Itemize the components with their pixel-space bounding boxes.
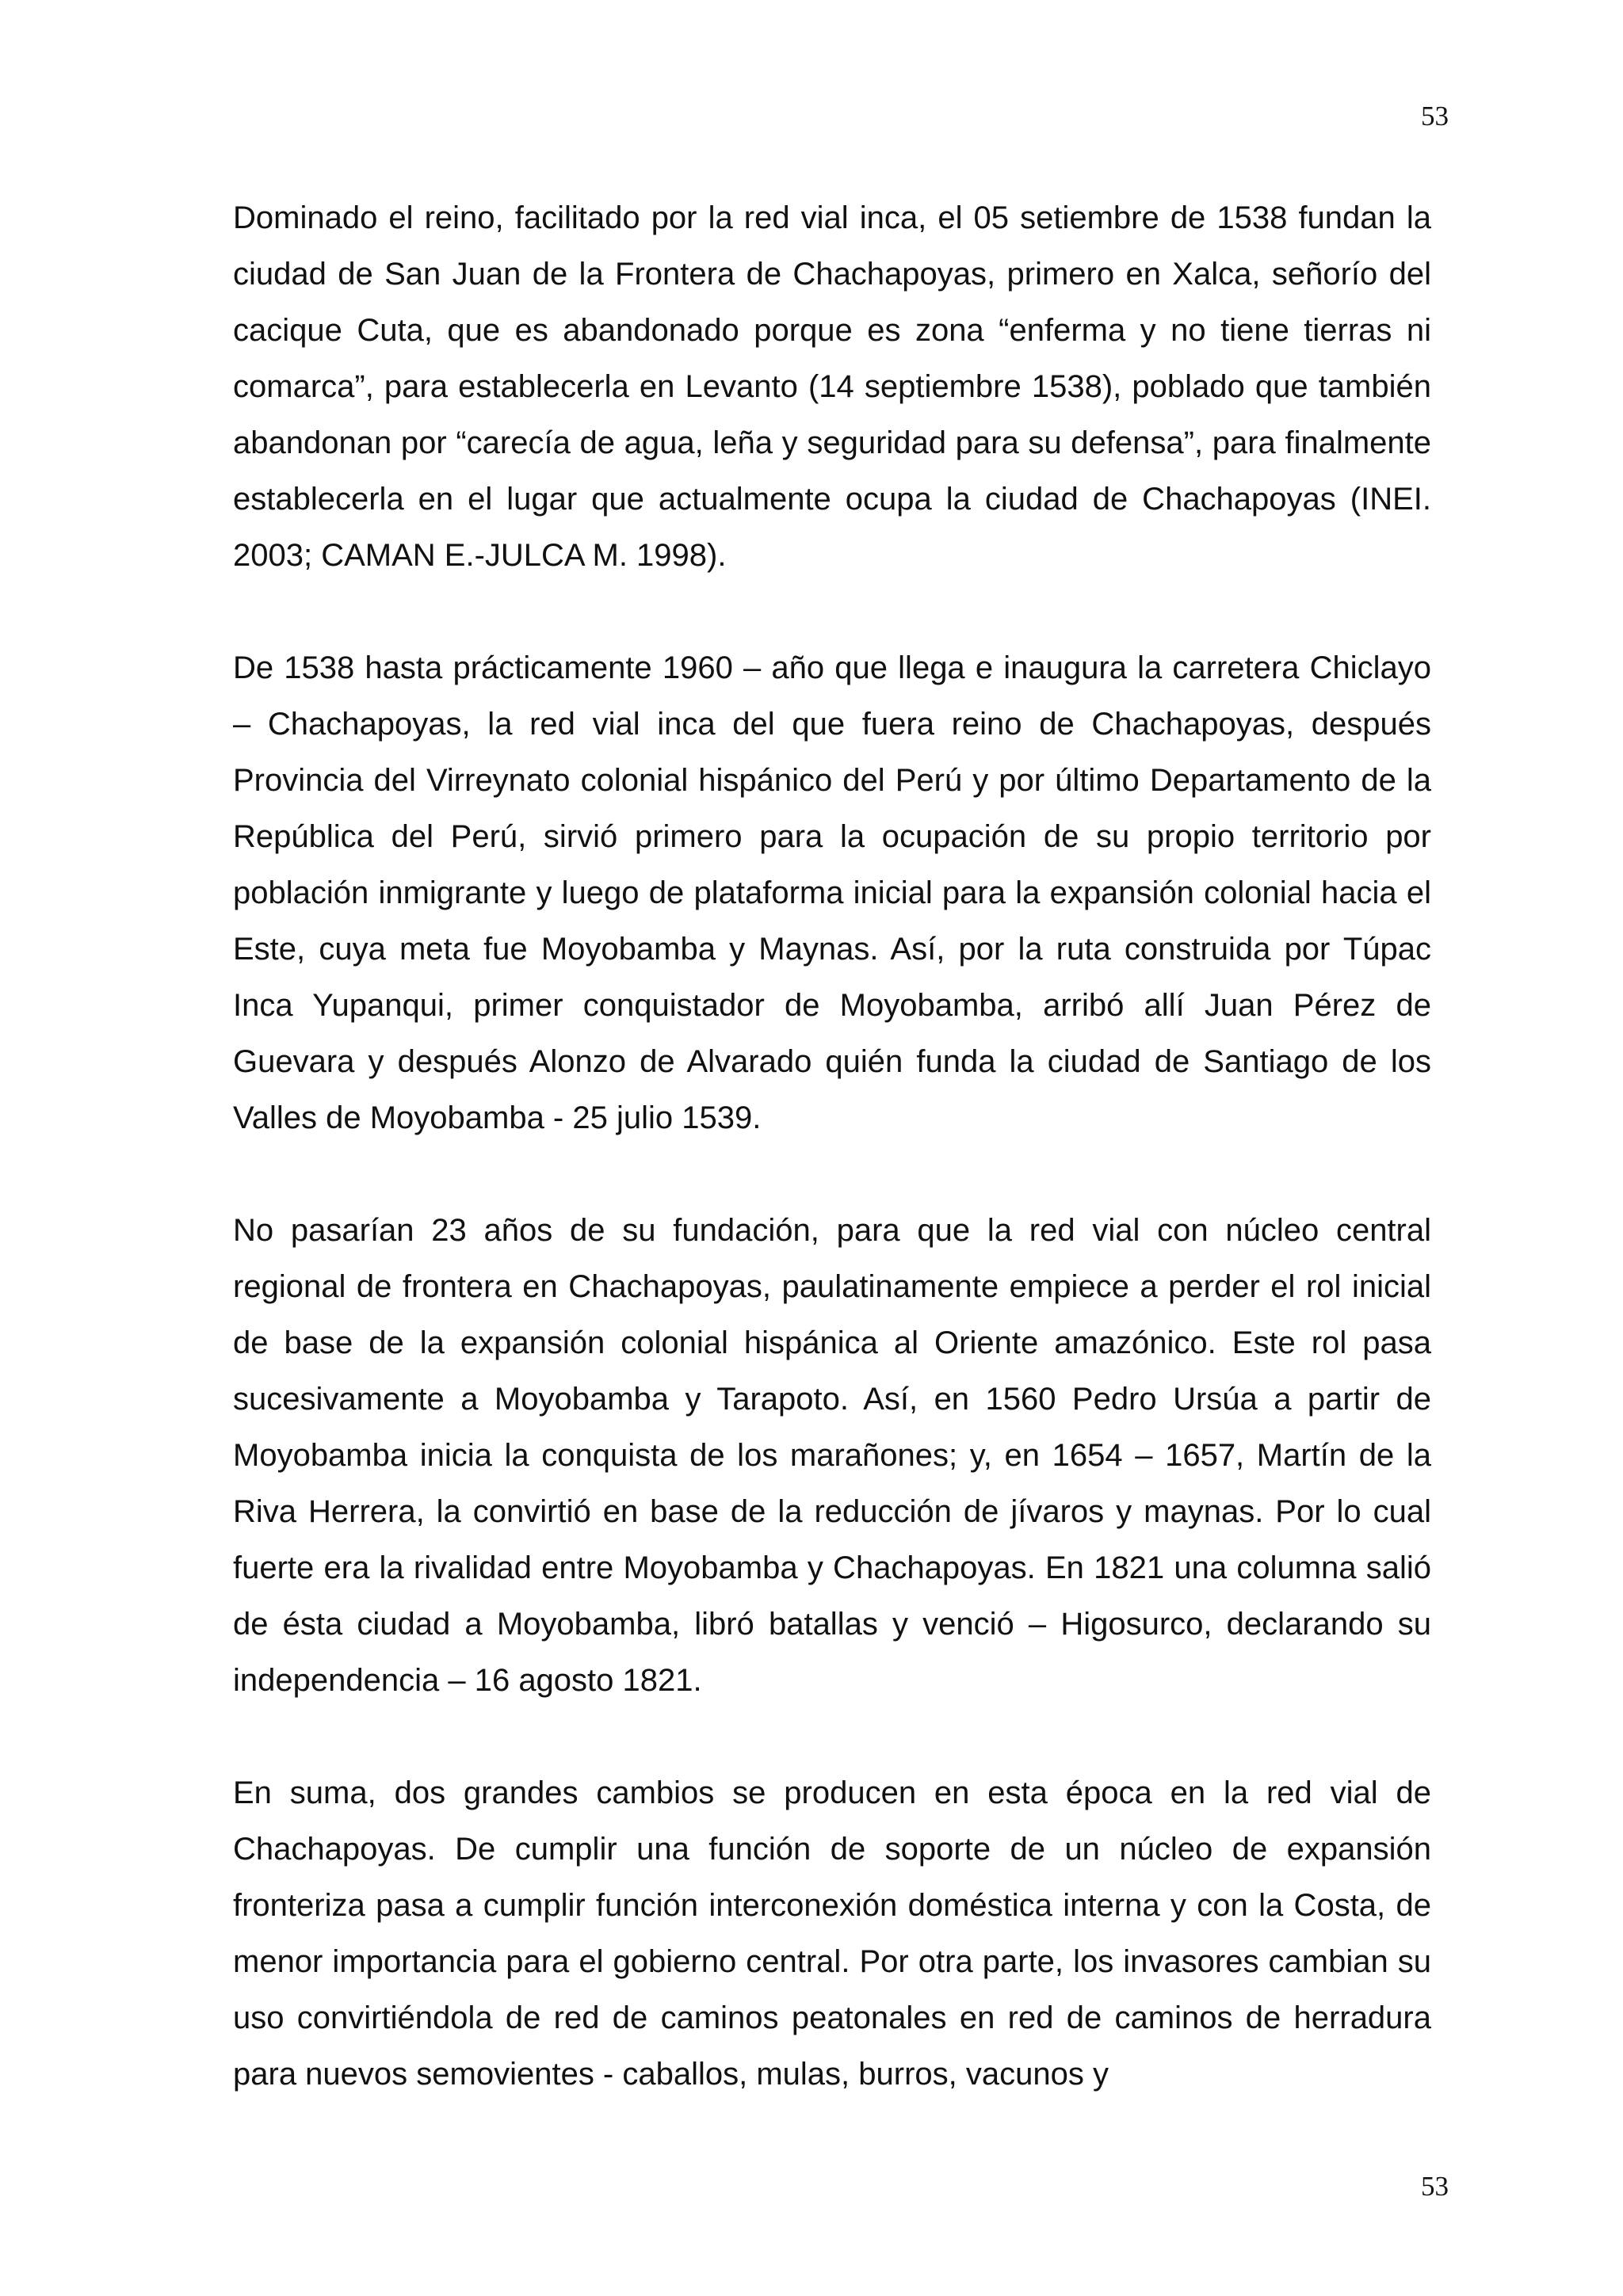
page-number-bottom: 53 xyxy=(1421,2171,1449,2202)
page-number-top: 53 xyxy=(1421,101,1449,132)
paragraph: De 1538 hasta prácticamente 1960 – año que llega e inaugura la carretera Chiclayo – Chachapoyas, la red vial inca del que fuera reino de Chachapoyas, después Provincia del Virreynato colonial hispánico del Perú y por último Departamento de la República del Perú, sirvió primero para la ocupación de su propio territorio por población inmigrante y luego de plataforma inicial para la expansión colonial hacia el Este, cuya meta fue Moyobamba y Maynas. Así, por la ruta construida por Túpac Inca Yupanqui, primer conquistador de Moyobamba, arribó allí Juan Pérez de Guevara y después Alonzo de Alvarado quién funda la ciudad de Santiago de los Valles de Moyobamba - 25 julio 1539. xyxy=(233,650,1431,1135)
paragraph: Dominado el reino, facilitado por la red vial inca, el 05 setiembre de 1538 fundan la ciudad de San Juan de la Frontera de Chachapoyas, primero en Xalca, señorío del cacique Cuta, que es abandonado porque es zona “enferma y no tiene tierras ni comarca”, para establecerla en Levanto (14 septiembre 1538), poblado que también abandonan por “carecía de agua, leña y seguridad para su defensa”, para finalmente establecerla en el lugar que actualmente ocupa la ciudad de Chachapoyas (INEI. 2003; CAMAN E.-JULCA M. 1998). xyxy=(233,200,1431,573)
paragraph: No pasarían 23 años de su fundación, para que la red vial con núcleo central regional de frontera en Chachapoyas, paulatinamente empiece a perder el rol inicial de base de la expansión colonial hispánica al Oriente amazónico. Este rol pasa sucesivamente a Moyobamba y Tarapoto. Así, en 1560 Pedro Ursúa a partir de Moyobamba inicia la conquista de los marañones; y, en 1654 – 1657, Martín de la Riva Herrera, la convirtió en base de la reducción de jívaros y maynas. Por lo cual fuerte era la rivalidad entre Moyobamba y Chachapoyas. En 1821 una columna salió de ésta ciudad a Moyobamba, libró batallas y venció – Higosurco, declarando su independencia – 16 agosto 1821. xyxy=(233,1213,1431,1698)
paragraph: En suma, dos grandes cambios se producen en esta época en la red vial de Chachapoyas. De cumplir una función de soporte de un núcleo de expansión fronteriza pasa a cumplir función interconexión doméstica interna y con la Costa, de menor importancia para el gobierno central. Por otra parte, los invasores cambian su uso convirtiéndola de red de caminos peatonales en red de caminos de herradura para nuevos semovientes - caballos, mulas, burros, vacunos y xyxy=(233,1775,1431,2092)
body-text xyxy=(233,190,1431,2103)
